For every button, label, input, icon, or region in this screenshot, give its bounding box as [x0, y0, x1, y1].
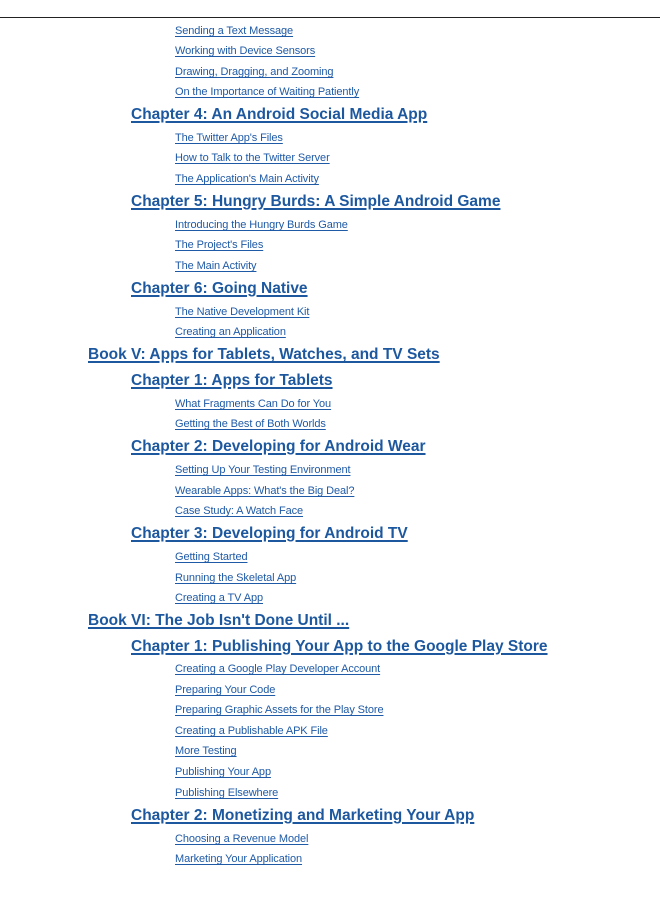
toc-link-publishing-app[interactable]: Publishing Your App: [175, 766, 271, 778]
toc-link-more-testing[interactable]: More Testing: [175, 745, 237, 757]
toc-link-preparing-code[interactable]: Preparing Your Code: [175, 684, 276, 696]
toc-link-sending-text-message[interactable]: Sending a Text Message: [175, 25, 294, 37]
toc-book6-chapter-2[interactable]: Chapter 2: Monetizing and Marketing Your App: [131, 807, 475, 824]
toc-link-skeletal-app[interactable]: Running the Skeletal App: [175, 572, 297, 584]
toc-link-developer-account[interactable]: Creating a Google Play Developer Account: [175, 663, 381, 675]
toc-link-project-files[interactable]: The Project's Files: [175, 239, 264, 251]
toc-link-introducing-hungry-burds[interactable]: Introducing the Hungry Burds Game: [175, 219, 348, 231]
toc-link-creating-application[interactable]: Creating an Application: [175, 326, 286, 338]
toc-book5-chapter-3[interactable]: Chapter 3: Developing for Android TV: [131, 525, 408, 542]
toc-link-revenue-model[interactable]: Choosing a Revenue Model: [175, 833, 309, 845]
toc-link-what-fragments-can-do[interactable]: What Fragments Can Do for You: [175, 398, 332, 410]
toc-link-tv-app[interactable]: Creating a TV App: [175, 592, 263, 604]
toc-book-5[interactable]: Book V: Apps for Tablets, Watches, and TV Sets: [88, 346, 440, 363]
toc-link-publishable-apk[interactable]: Creating a Publishable APK File: [175, 725, 328, 737]
toc-chapter-5[interactable]: Chapter 5: Hungry Burds: A Simple Android Game: [131, 193, 501, 210]
toc-book5-chapter-2[interactable]: Chapter 2: Developing for Android Wear: [131, 438, 426, 455]
toc-book6-chapter-1[interactable]: Chapter 1: Publishing Your App to the Google Play Store: [131, 638, 548, 655]
toc-chapter-4[interactable]: Chapter 4: An Android Social Media App: [131, 106, 428, 123]
toc-link-working-device-sensors[interactable]: Working with Device Sensors: [175, 45, 316, 57]
toc-link-importance-waiting[interactable]: On the Importance of Waiting Patiently: [175, 86, 360, 98]
toc-chapter-6[interactable]: Chapter 6: Going Native: [131, 280, 308, 297]
toc-link-twitter-app-files[interactable]: The Twitter App's Files: [175, 132, 283, 144]
toc-link-watch-face[interactable]: Case Study: A Watch Face: [175, 505, 304, 517]
toc-book5-chapter-1[interactable]: Chapter 1: Apps for Tablets: [131, 372, 333, 389]
toc-link-main-activity[interactable]: The Main Activity: [175, 260, 257, 272]
toc-link-testing-environment[interactable]: Setting Up Your Testing Environment: [175, 464, 351, 476]
toc-link-marketing-application[interactable]: Marketing Your Application: [175, 853, 303, 865]
page-top-rule: [0, 17, 660, 18]
toc-link-publishing-elsewhere[interactable]: Publishing Elsewhere: [175, 787, 279, 799]
toc-link-getting-started[interactable]: Getting Started: [175, 551, 248, 563]
toc-book-6[interactable]: Book VI: The Job Isn't Done Until ...: [88, 612, 350, 629]
toc-link-native-development-kit[interactable]: The Native Development Kit: [175, 306, 310, 318]
toc-link-application-main-activity[interactable]: The Application's Main Activity: [175, 173, 319, 185]
toc-link-wearable-apps[interactable]: Wearable Apps: What's the Big Deal?: [175, 485, 355, 497]
toc-link-talk-twitter-server[interactable]: How to Talk to the Twitter Server: [175, 152, 330, 164]
toc-link-best-of-both-worlds[interactable]: Getting the Best of Both Worlds: [175, 418, 326, 430]
toc-link-graphic-assets[interactable]: Preparing Graphic Assets for the Play Store: [175, 704, 384, 716]
toc-link-drawing-dragging-zooming[interactable]: Drawing, Dragging, and Zooming: [175, 66, 334, 78]
